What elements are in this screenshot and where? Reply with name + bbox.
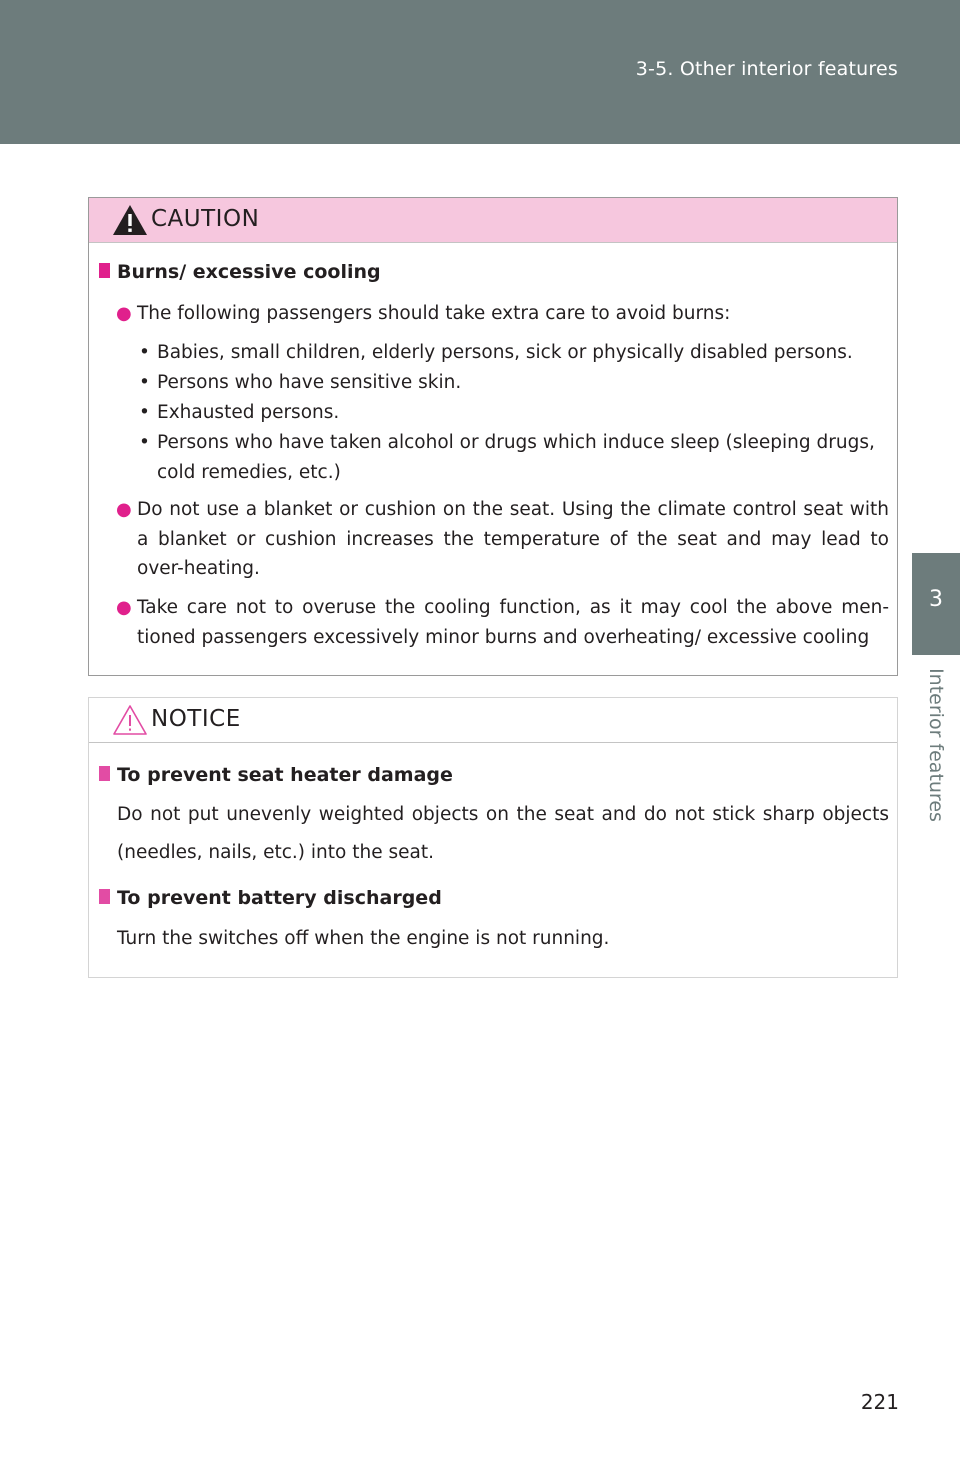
chapter-number: 3 (929, 587, 943, 612)
notice-paragraph: Turn the switches off when the engine is not running. (117, 928, 610, 949)
caution-box (88, 197, 898, 676)
caution-subitem: • Exhausted persons. (139, 402, 340, 423)
notice-box (88, 697, 898, 978)
caution-subitem: • Persons who have taken alcohol or drugs which induce sleep (sleeping drugs, cold remedies, etc.) (139, 432, 875, 483)
circle-bullet-icon: ● (116, 499, 132, 520)
square-bullet-icon (99, 766, 110, 781)
caution-subitem: • Persons who have sensitive skin. (139, 372, 462, 393)
chapter-tab (912, 553, 960, 655)
square-bullet-icon (99, 263, 110, 278)
square-bullet-icon (99, 889, 110, 904)
circle-bullet-icon: ● (116, 597, 132, 618)
caution-item: ● The following passengers should take extra care to avoid burns: (137, 299, 889, 329)
notice-paragraph: Do not put unevenly weighted objects on the seat and do not stick sharp objects (needles, nails, etc.) into the seat. (117, 804, 889, 863)
caution-header (89, 198, 897, 243)
caution-item: ● Take care not to overuse the cooling function, as it may cool the above men-tioned passengers excessively minor burns and overheating/ excessive cooling (137, 593, 889, 652)
notice-label: NOTICE (151, 706, 241, 732)
caution-section-title: Burns/ excessive cooling (99, 261, 381, 283)
page-header (0, 0, 960, 144)
notice-header (89, 698, 897, 743)
chapter-label: Interior features (925, 668, 947, 822)
warning-triangle-icon (111, 203, 149, 237)
page-number: 221 (860, 1390, 899, 1414)
notice-section-title: To prevent battery discharged (99, 887, 442, 909)
circle-bullet-icon: ● (116, 303, 132, 324)
notice-section-title: To prevent seat heater damage (99, 764, 453, 786)
caution-label: CAUTION (151, 206, 260, 232)
section-title: 3-5. Other interior features (635, 58, 898, 80)
caution-item: ● Do not use a blanket or cushion on the seat. Using the climate control seat with a blanket or cushion increases the temperature of the seat and may lead to over-heating. (137, 495, 889, 584)
warning-triangle-outline-icon (111, 703, 149, 737)
caution-subitem: • Babies, small children, elderly persons, sick or physically disabled persons. (139, 342, 853, 363)
